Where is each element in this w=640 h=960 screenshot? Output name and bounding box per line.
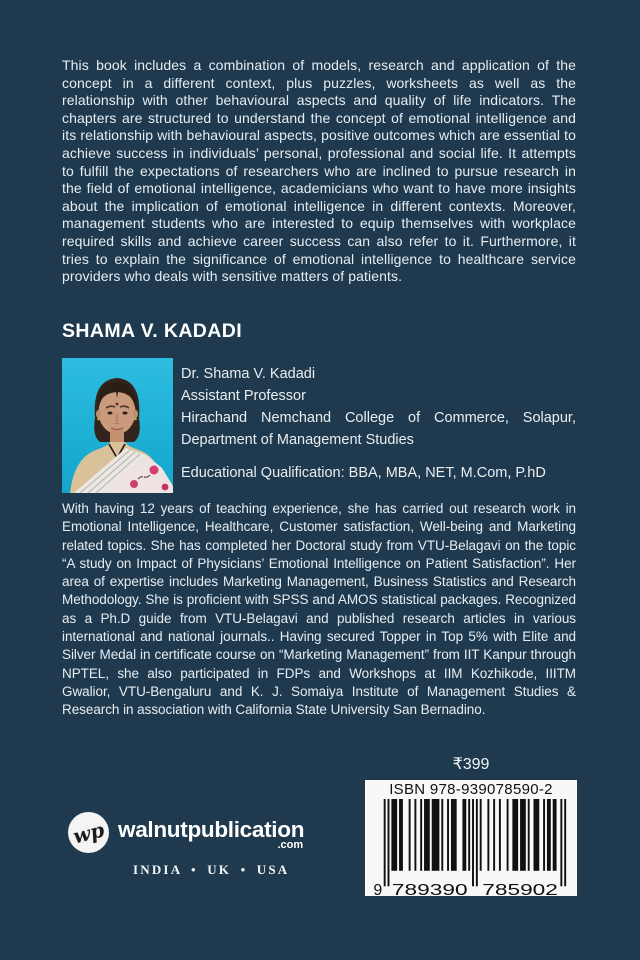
wp-logo-icon [68, 812, 109, 853]
publisher-logo [68, 812, 358, 878]
barcode-bars [384, 799, 566, 886]
author-bio: With having 12 years of teaching experience, she has carried out research work in Emotional Intelligence, Healthcare, Customer satisfaction, Well-being and Marketing related topics. She has completed her Doctoral study from VTU-Belagavi on the topic “A study on Impact of Physicians’ Emotional Intelligence on Patient Satisfaction”. Her area of expertise includes Marketing Management, Business Statistics and Research Methodology. She is proficient with SPSS and AMOS statistical packages. Recognized as a Ph.D guide from VTU-Belagavi and published research articles in various international and national journals.. Having secured Topper in Top 5% with Elite and Silver Medal in certificate course on “Marketing Management” from IIT Kanpur through NPTEL, she also participated in FDPs and Workshops at IIM Kozhikode, IIITM Gwalior, VTU-Bengaluru and K. J. Somaiya Institute of Management Studies & Research in association with California State University San Bernadino. [62, 501, 576, 718]
publisher-name: walnutpublication [118, 817, 305, 842]
book-synopsis: This book includes a combination of models, research and application of the concept in a different context, plus puzzles, worksheets as well as the relationship with other behavioural aspects and quality of life indicators. The chapters are structured to understand the concept of emotional intelligence and its relationship with behavioural aspects, positive outcomes which are essential to achieve success in individuals’ personal, professional and social life. It attempts to fulfill the expectations of researchers who are inclined to pursue research in the field of emotional intelligence, academicians who want to have more insights about the implication of emotional intelligence in different contexts. Moreover, management students who are interested to equip themselves with workplace required skills and achieve career success can also refer to it. Furthermore, it tries to explain the significance of emotional intelligence to healthcare service providers who deals with sensitive matters of patients. [62, 57, 576, 285]
publisher-name-block [118, 812, 304, 851]
isbn-label: ISBN 978-939078590-2 [389, 781, 553, 798]
author-section [62, 358, 576, 493]
barcode-digits-left: 789390 [391, 882, 468, 896]
author-name: Dr. Shama V. Kadadi [181, 366, 316, 382]
author-photo-illustration [62, 358, 173, 493]
publisher-logo-row [68, 812, 358, 853]
barcode-digits-right: 785902 [482, 882, 559, 896]
author-details [181, 358, 576, 484]
publisher-countries: INDIA • UK • USA [133, 862, 290, 877]
ean-barcode [369, 799, 573, 896]
barcode-panel [365, 780, 577, 896]
author-qualification: Educational Qualification: BBA, MBA, NET, M.Com, P.hD [181, 465, 546, 481]
author-heading: SHAMA V. KADADI [62, 320, 243, 342]
wp-monogram: wp [70, 817, 107, 848]
publisher-domain: .com [277, 839, 304, 851]
price-label: ₹399 [452, 756, 490, 773]
author-affiliation: Hirachand Nemchand College of Commerce, Solapur, Department of Management Studies [181, 410, 576, 448]
author-photo [62, 358, 173, 493]
author-title: Assistant Professor [181, 388, 306, 404]
barcode-digit-first: 9 [373, 882, 383, 896]
